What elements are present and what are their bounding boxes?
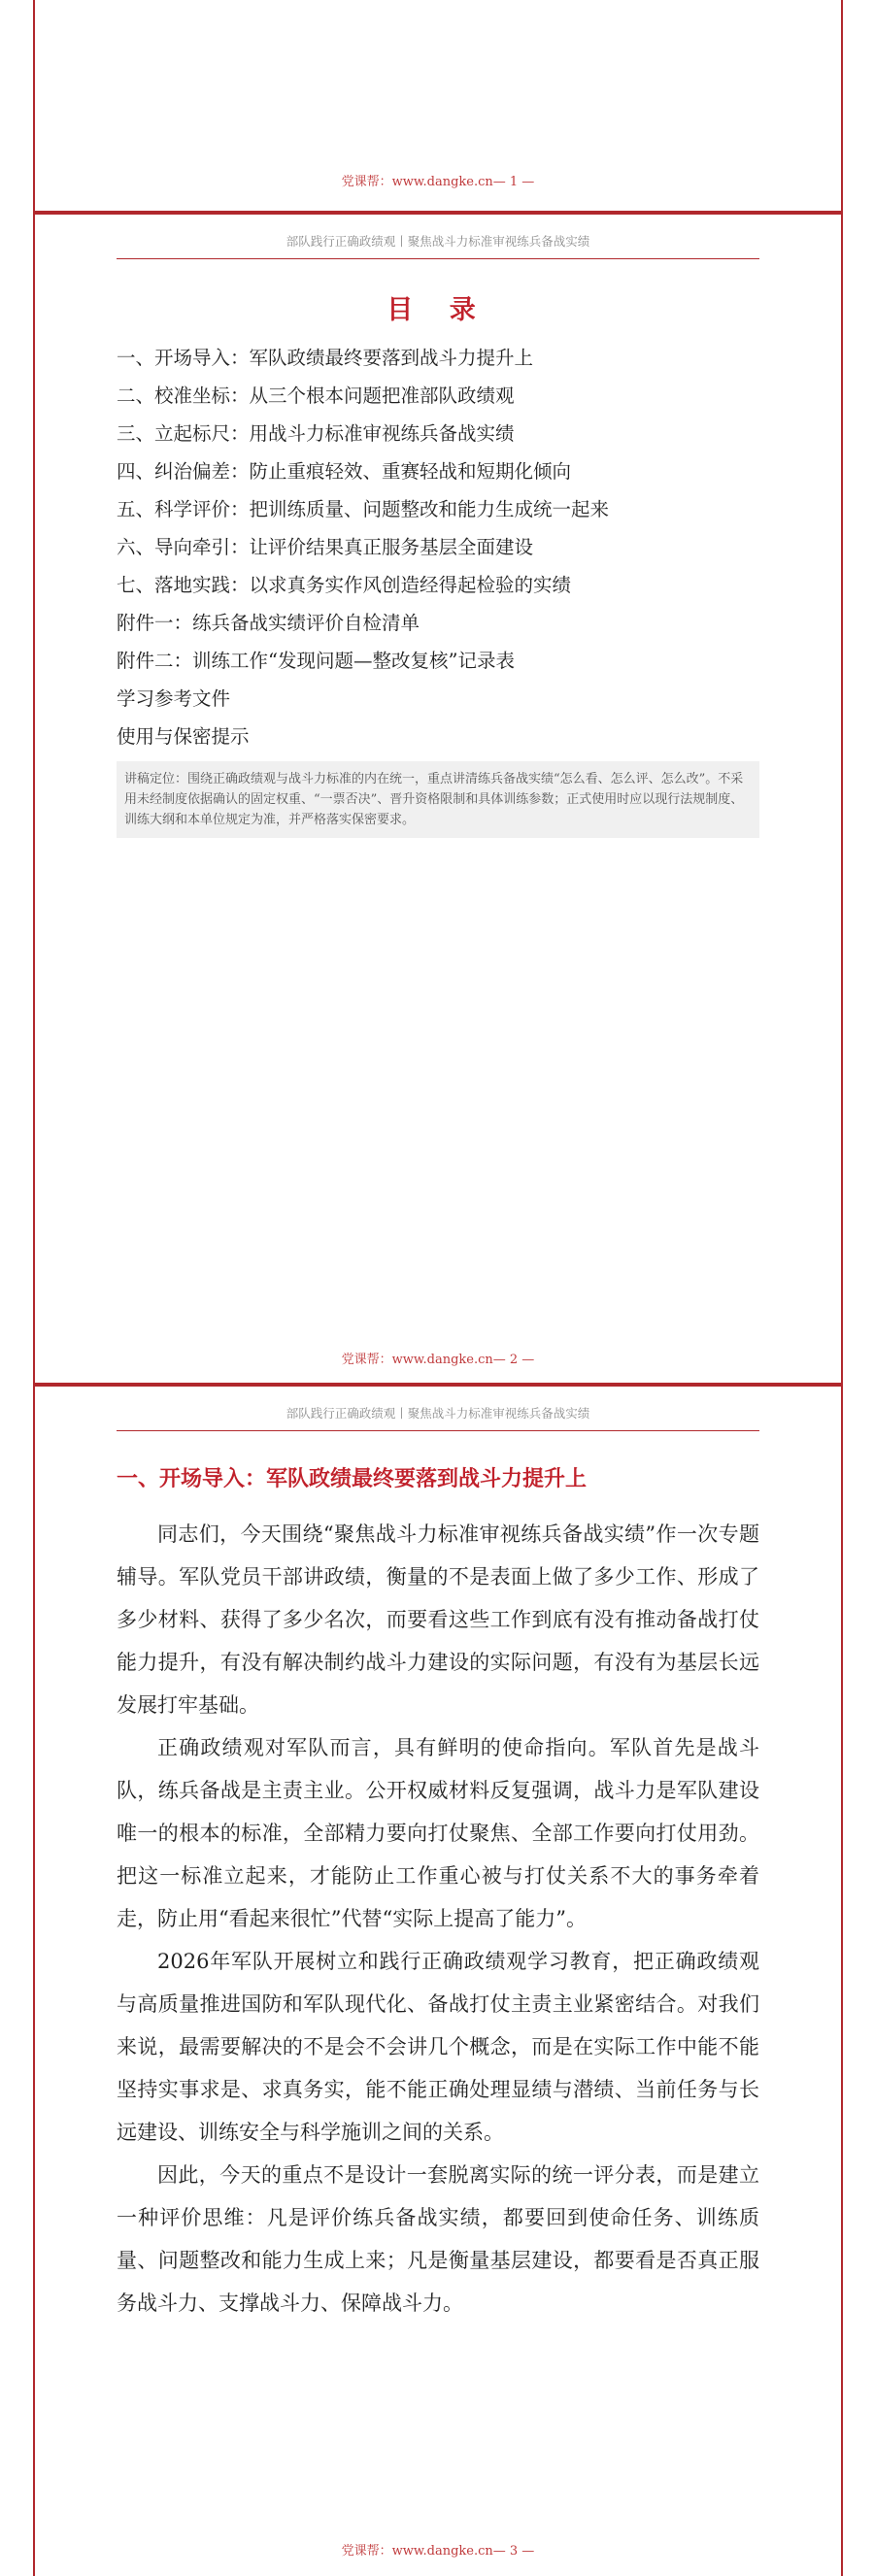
- page-1: [33, 0, 843, 213]
- toc-item[interactable]: 四、纠治偏差：防止重痕轻效、重赛轻战和短期化倾向: [117, 460, 572, 483]
- section-heading: 一、开场导入：军队政绩最终要落到战斗力提升上: [117, 1467, 588, 1491]
- body-paragraph: 同志们，今天围绕“聚焦战斗力标准审视练兵备战实绩”作一次专题辅导。军队党员干部讲政绩，衡量的不是表面上做了多少工作、形成了多少材料、获得了多少名次，而要看这些工作到底有没有推动备战打仗能力提升，有没有解决制约战斗力建设的实际问题，有没有为基层长远发展打牢基础。: [117, 1522, 759, 1717]
- toc-item[interactable]: 学习参考文件: [117, 687, 231, 710]
- toc-item[interactable]: 附件一：练兵备战实绩评价自检清单: [117, 612, 420, 634]
- toc-title: 目 录: [387, 295, 489, 325]
- section-body: [117, 1513, 759, 2325]
- toc-item[interactable]: 五、科学评价：把训练质量、问题整改和能力生成统一起来: [117, 498, 610, 520]
- running-header: 部队践行正确政绩观丨聚焦战斗力标准审视练兵备战实绩: [117, 232, 759, 259]
- toc-item[interactable]: 二、校准坐标：从三个根本问题把准部队政绩观: [117, 385, 515, 407]
- positioning-note: 讲稿定位：围绕正确政绩观与战斗力标准的内在统一，重点讲清练兵备战实绩“怎么看、怎么评、怎么改”。不采用未经制度依据确认的固定权重、“一票否决”、晋升资格限制和具体训练参数；正式使用时应以现行法规制度、训练大纲和本单位规定为准，并严格落实保密要求。: [117, 761, 759, 838]
- running-header: 部队践行正确政绩观丨聚焦战斗力标准审视练兵备战实绩: [117, 1404, 759, 1431]
- toc-item[interactable]: 一、开场导入：军队政绩最终要落到战斗力提升上: [117, 347, 534, 369]
- page-footer: 党课帮：www.dangke.cn— 1 —: [341, 175, 535, 189]
- body-paragraph: 2026年军队开展树立和践行正确政绩观学习教育，把正确政绩观与高质量推进国防和军队现代化、备战打仗主责主业紧密结合。对我们来说，最需要解决的不是会不会讲几个概念，而是在实际工作中能不能坚持实事求是、求真务实，能不能正确处理显绩与潜绩、当前任务与长远建设、训练安全与科学施训之间的关系。: [117, 1950, 759, 2144]
- page-footer: 党课帮：www.dangke.cn— 3 —: [341, 2544, 535, 2559]
- page-2: [33, 213, 843, 1385]
- body-paragraph: 因此，今天的重点不是设计一套脱离实际的统一评分表，而是建立一种评价思维：凡是评价练兵备战实绩，都要回到使命任务、训练质量、问题整改和能力生成上来；凡是衡量基层建设，都要看是否真正服务战斗力、支撑战斗力、保障战斗力。: [117, 2163, 759, 2315]
- toc-item[interactable]: 六、导向牵引：让评价结果真正服务基层全面建设: [117, 536, 534, 558]
- toc-list: [117, 339, 609, 755]
- page-footer: 党课帮：www.dangke.cn— 2 —: [341, 1353, 535, 1367]
- toc-item[interactable]: 附件二：训练工作“发现问题—整改复核”记录表: [117, 650, 515, 672]
- body-paragraph: 正确政绩观对军队而言，具有鲜明的使命指向。军队首先是战斗队，练兵备战是主责主业。公开权威材料反复强调，战斗力是军队建设唯一的根本的标准，全部精力要向打仗聚焦、全部工作要向打仗用劲。把这一标准立起来，才能防止工作重心被与打仗关系不大的事务牵着走，防止用“看起来很忙”代替“实际上提高了能力”。: [117, 1736, 759, 1930]
- toc-item[interactable]: 使用与保密提示: [117, 725, 250, 748]
- page-3: [33, 1385, 843, 2576]
- toc-item[interactable]: 七、落地实践：以求真务实作风创造经得起检验的实绩: [117, 574, 572, 596]
- toc-item[interactable]: 三、立起标尺：用战斗力标准审视练兵备战实绩: [117, 422, 515, 445]
